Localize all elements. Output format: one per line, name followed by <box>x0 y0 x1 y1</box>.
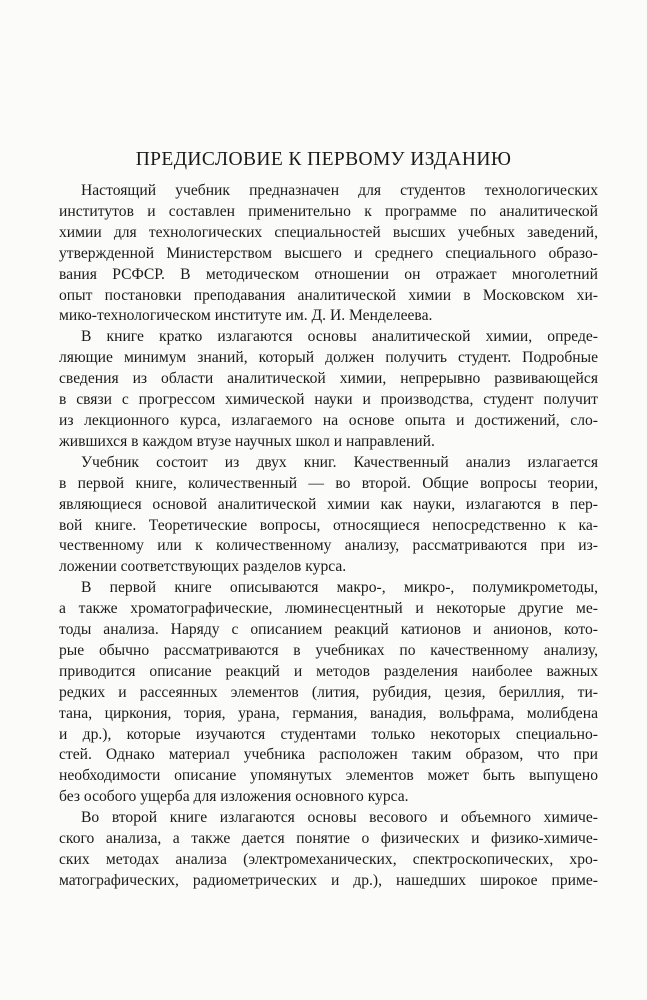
text-line: институтов и составлен применительно к программе по аналитической <box>59 202 598 220</box>
text-line: матографических, радиометрических и др.), нашедших широкое приме- <box>59 871 598 889</box>
text-line: редких и рассеянных элементов (лития, рубидия, цезия, бериллия, ти- <box>59 683 598 701</box>
text-line: Настоящий учебник предназначен для студентов технологических <box>81 182 598 199</box>
text-line: сведения из области аналитической химии, непрерывно развивающейся <box>59 370 598 388</box>
text-line: В книге кратко излагаются основы аналитической химии, опреде- <box>81 328 598 346</box>
text-line: ляющие минимум знаний, который должен получить студент. Подробные <box>59 349 598 367</box>
text-line: химии для технологических специальностей высших учебных заведений, <box>59 223 598 241</box>
text-line: чественному или к количественному анализу, рассматриваются при из- <box>59 537 598 555</box>
text-line: из лекционного курса, излагаемого на основе опыта и достижений, сло- <box>59 411 598 429</box>
text-line: стей. Однако материал учебника расположен таким образом, что при <box>59 746 598 764</box>
text-line: вания РСФСР. В методическом отношении он отражает многолетний <box>59 265 598 283</box>
text-line: приводится описание реакций и методов разделения наиболее важных <box>59 662 598 680</box>
text-line: опыт постановки преподавания аналитической химии в Московском хи- <box>59 286 598 304</box>
text-line: и др.), которые изучаются студентами только некоторых специально- <box>59 725 598 743</box>
paragraph <box>59 327 598 452</box>
text-line: ских методах анализа (электромеханических, спектроскопических, хро- <box>59 851 598 868</box>
text-line: без особого ущерба для изложения основного курса. <box>59 788 409 806</box>
text-line: ского анализа, а также дается понятие о физических и физико-химиче- <box>59 830 598 848</box>
text-line: ложении соответствующих разделов курса. <box>59 558 347 576</box>
text-line: мико-технологическом институте им. Д. И. Менделеева. <box>59 307 433 325</box>
paragraph <box>59 453 598 578</box>
paragraph <box>59 578 598 808</box>
text-line: являющиеся основой аналитической химии как науки, излагаются в пер- <box>59 495 598 513</box>
text-line: а также хроматографические, люминесцентный и некоторые другие ме- <box>59 600 598 618</box>
text-line: необходимости описание упомянутых элементов может быть выпущено <box>59 767 598 785</box>
text-line: Учебник состоит из двух книг. Качественный анализ излагается <box>81 453 598 471</box>
paragraph <box>59 181 598 327</box>
paragraph <box>59 808 598 892</box>
text-line: в первой книге, количественный — во второй. Общие вопросы теории, <box>59 474 598 492</box>
text-line: утвержденной Министерством высшего и среднего специального образо- <box>59 244 598 262</box>
text-line: тоды анализа. Наряду с описанием реакций катионов и анионов, кото- <box>59 621 598 639</box>
text-line: жившихся в каждом втузе научных школ и направлений. <box>59 432 435 450</box>
text-line: в связи с прогрессом химической науки и производства, студент получит <box>59 391 598 409</box>
text-line: В первой книге описываются макро-, микро-, полумикрометоды, <box>81 579 598 597</box>
text-line: вой книге. Теоретические вопросы, относящиеся непосредственно к ка- <box>59 516 598 534</box>
text-line: тана, циркония, тория, урана, германия, ванадия, вольфрама, молибдена <box>59 704 598 722</box>
text-line: Во второй книге излагаются основы весового и объемного химиче- <box>81 809 598 827</box>
page-title: ПРЕДИСЛОВИЕ К ПЕРВОМУ ИЗДАНИЮ <box>135 149 512 170</box>
text-line: рые обычно рассматриваются в учебниках по качественному анализу, <box>59 641 598 659</box>
body-text <box>59 181 598 892</box>
